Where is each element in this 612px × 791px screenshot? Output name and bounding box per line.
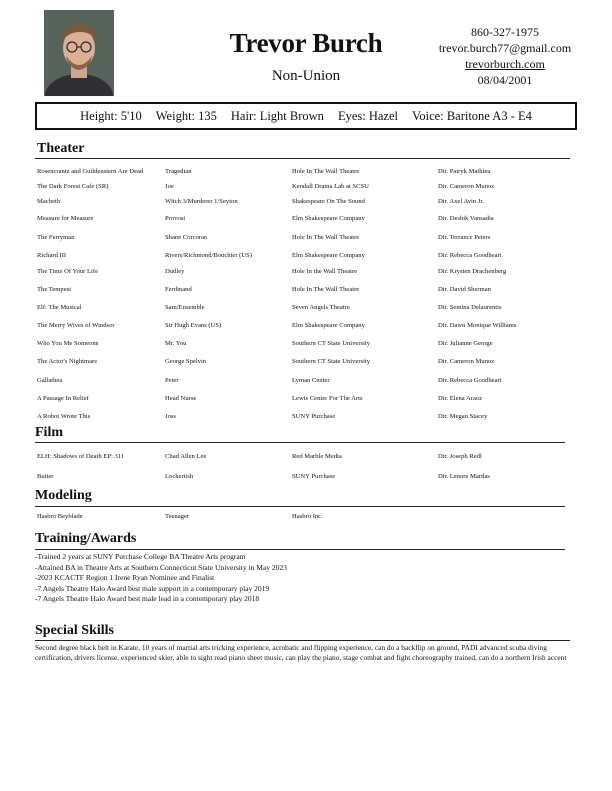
role-cell: Rivers/Richmond/Bouchier (US) bbox=[165, 252, 252, 259]
director-cell: Dir. Deshik Vansadia bbox=[438, 215, 494, 222]
director-cell: Dir. Axel Avin Jr. bbox=[438, 198, 484, 205]
modeling-heading: Modeling bbox=[35, 488, 92, 503]
modeling-divider bbox=[35, 506, 565, 507]
training-item: -Trained 2 years at SUNY Purchase College BA Theatre Arts program bbox=[35, 552, 246, 561]
role-cell: Lockertish bbox=[165, 473, 194, 480]
venue-cell: Elm Shakespeare Company bbox=[292, 215, 365, 222]
title-cell: A Passage In Relief bbox=[37, 395, 89, 402]
venue-cell: Seven Angels Theatre bbox=[292, 304, 350, 311]
skills-text: Second degree black belt in Karate, 10 years of martial arts tricking experience, acrobatic and flipping experience, can do a backflip on ground, PADI advanced scuba diving certification, drivers license, experienced skier, able to sight read piano sheet music, can play the piano, stage combat and fight choreography trained, can do a northern Irish accent bbox=[35, 643, 567, 663]
venue-cell: Hole In the Wall Theatre bbox=[292, 268, 358, 275]
skills-divider bbox=[35, 640, 570, 641]
role-cell: Sir Hugh Evans (US) bbox=[165, 322, 222, 329]
director-cell: Dir. Rebecca Goodheart bbox=[438, 377, 502, 384]
film-divider bbox=[35, 442, 565, 443]
role-cell: Chad Allen Lee bbox=[165, 453, 207, 460]
venue-cell: Southern CT State University bbox=[292, 340, 371, 347]
training-list bbox=[35, 552, 287, 605]
title-cell: The Actor's Nightmare bbox=[37, 358, 98, 365]
stat-voice: Voice: Baritone A3 - E4 bbox=[411, 108, 532, 123]
theater-divider bbox=[35, 158, 570, 159]
role-cell: Dudley bbox=[165, 268, 185, 275]
title-cell: Who You Me Someone bbox=[37, 340, 99, 347]
director-cell: Dir. Semina Delaurentis bbox=[438, 304, 502, 311]
title-cell: Butter bbox=[37, 473, 54, 480]
venue-cell: Hole In The Wall Theatre bbox=[292, 234, 360, 241]
role-cell: Mr. You bbox=[165, 340, 187, 347]
venue-cell: Southern CT State University bbox=[292, 358, 371, 365]
director-cell: Dir. Joseph Redl bbox=[438, 453, 482, 460]
director-cell: Dir. Megan Stacey bbox=[438, 413, 488, 420]
union-status: Non-Union bbox=[271, 68, 341, 84]
director-cell: Dir. Lenore Mardas bbox=[438, 473, 490, 480]
venue-cell: Elm Shakespeare Company bbox=[292, 252, 365, 259]
physical-stats-box bbox=[35, 102, 577, 130]
title-cell: Elf: The Musical bbox=[37, 304, 82, 311]
director-cell: Dir. Elena Araoz bbox=[438, 395, 483, 402]
venue-cell: Elm Shakespeare Company bbox=[292, 322, 365, 329]
title-cell: Macbeth bbox=[37, 198, 61, 205]
stat-eyes: Eyes: Hazel bbox=[337, 108, 398, 123]
venue-cell: Kendall Drama Lab at SCSU bbox=[292, 183, 369, 190]
venue-cell: Shakespeare On The Sound bbox=[292, 198, 365, 205]
title-cell: Gallathea bbox=[37, 377, 63, 384]
director-cell: Dir. Cameron Munoz bbox=[438, 358, 495, 365]
theater-heading: Theater bbox=[37, 141, 85, 156]
venue-cell: SUNY Purchase bbox=[292, 473, 336, 480]
director-cell: Dir. Krysten Drachenberg bbox=[438, 268, 507, 275]
title-cell: Measure for Measure bbox=[37, 215, 94, 222]
training-item: -7 Angels Theatre Halo Award best male lead in a contemporary play 2018 bbox=[35, 594, 260, 603]
actor-name: Trevor Burch bbox=[229, 28, 383, 58]
training-item: -7 Angels Theatre Halo Award best male support in a contemporary play 2019 bbox=[35, 583, 270, 593]
title-cell: The Time Of Your Life bbox=[37, 268, 98, 275]
director-cell: Dir. David Sherman bbox=[438, 286, 491, 293]
title-cell: A Robot Wrote This bbox=[37, 413, 91, 420]
date-of-birth: 08/04/2001 bbox=[477, 73, 533, 87]
role-cell: Peter bbox=[165, 377, 179, 384]
film-heading: Film bbox=[35, 425, 63, 440]
role-cell: Joss bbox=[165, 413, 176, 420]
venue-cell: Hasbro Inc. bbox=[292, 513, 323, 520]
venue-cell: Lewis Center For The Arts bbox=[292, 395, 363, 402]
venue-cell: Hole In The Wall Theatre bbox=[292, 168, 360, 175]
title-cell: The Tempest bbox=[37, 286, 72, 293]
title-cell: Richard III bbox=[37, 252, 67, 259]
role-cell: Head Nurse bbox=[165, 395, 197, 402]
director-cell: Dir. Rebecca Goodheart bbox=[438, 252, 502, 259]
role-cell: Sam/Ensemble bbox=[165, 304, 205, 311]
role-cell: Joe bbox=[165, 183, 174, 190]
role-cell: Provost bbox=[165, 215, 186, 222]
venue-cell: SUNY Purchase bbox=[292, 413, 336, 420]
title-cell: The Dark Forest Cafe (SR) bbox=[37, 183, 109, 190]
title-cell: ELH: Shadows of Death EP: 311 bbox=[37, 453, 125, 460]
role-cell: Teenager bbox=[165, 513, 190, 520]
contact-block bbox=[425, 24, 585, 88]
title-cell: The Ferryman bbox=[37, 234, 75, 241]
email-address[interactable]: trevor.burch77@gmail.com bbox=[438, 41, 572, 55]
director-cell: Dir. Dawn Monique Williams bbox=[438, 322, 517, 329]
role-cell: George Spelvin bbox=[165, 358, 207, 365]
stat-hair: Hair: Light Brown bbox=[230, 108, 324, 123]
role-cell: Tragedian bbox=[165, 168, 192, 175]
role-cell: Ferdinand bbox=[165, 286, 192, 293]
skills-heading: Special Skills bbox=[35, 623, 114, 638]
training-item: -Attained BA in Theatre Arts at Southern Connecticut State University in May 2023 bbox=[35, 562, 287, 572]
stat-weight: Weight: 135 bbox=[155, 108, 217, 123]
training-divider bbox=[35, 549, 565, 550]
title-cell: The Merry Wives of Windsor bbox=[37, 322, 115, 329]
director-cell: Dir. Julianne George bbox=[438, 340, 493, 347]
director-cell: Dir. Patryk Mathieu bbox=[438, 168, 491, 175]
stat-height: Height: 5'10 bbox=[80, 108, 142, 123]
venue-cell: Red Marble Media bbox=[292, 453, 342, 460]
role-cell: Witch 3/Murderer 1/Seyton bbox=[165, 198, 238, 205]
training-heading: Training/Awards bbox=[35, 531, 137, 546]
venue-cell: Lyman Center bbox=[292, 377, 330, 384]
title-cell: Rosencrantz and Guildenstern Are Dead bbox=[37, 168, 144, 175]
headshot-photo bbox=[44, 10, 114, 96]
role-cell: Shane Corcoran bbox=[165, 234, 208, 241]
director-cell: Dir. Terrance Peters bbox=[438, 234, 491, 241]
training-item: -2023 KCACTF Region 1 Irene Ryan Nominee and Finalist bbox=[35, 573, 215, 582]
title-cell: Hasbro Beyblade bbox=[37, 513, 83, 520]
director-cell: Dir. Cameron Munoz bbox=[438, 183, 495, 190]
phone-number: 860-327-1975 bbox=[471, 25, 539, 39]
website-link[interactable]: trevorburch.com bbox=[465, 57, 545, 71]
venue-cell: Hole In The Wall Theatre bbox=[292, 286, 360, 293]
